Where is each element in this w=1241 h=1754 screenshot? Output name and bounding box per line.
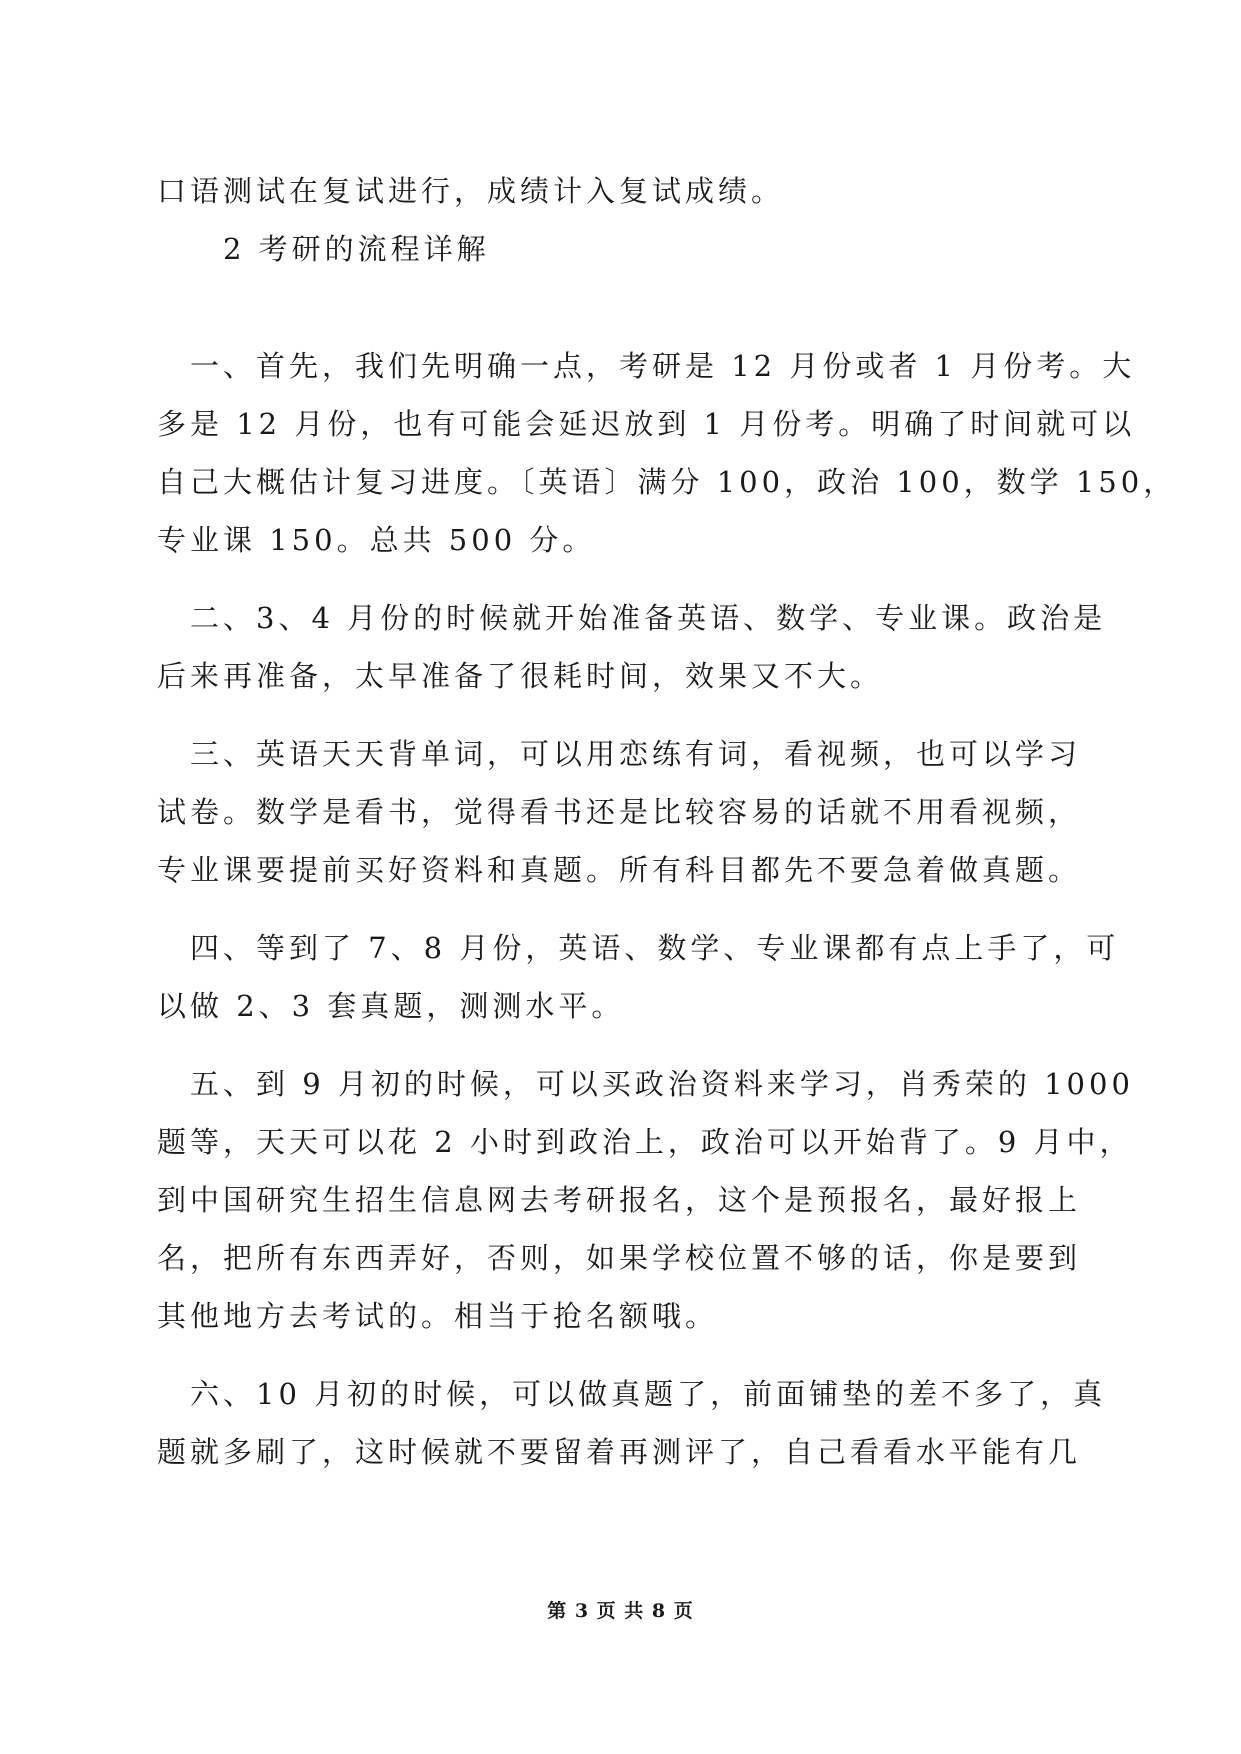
text-line: 多是 12 月份，也有可能会延迟放到 1 月份考。明确了时间就可以 [157,407,1136,441]
text-line: 其他地方去考试的。相当于抢名额哦。 [157,1299,719,1333]
section-heading: 2 考研的流程详解 [157,232,490,266]
text-line: 口语测试在复试进行，成绩计入复试成绩。 [157,174,785,208]
text-line: 五、到 9 月初的时候，可以买政治资料来学习，肖秀荣的 1000 [157,1067,1134,1101]
text-line: 专业课要提前买好资料和真题。所有科目都先不要急着做真题。 [157,853,1082,887]
text-line: 题等，天天可以花 2 小时到政治上，政治可以开始背了。9 月中， [157,1125,1133,1159]
text-line: 题就多刷了，这时候就不要留着再测评了，自己看看水平能有几 [157,1435,1082,1469]
page-number-footer: 第 3 页 共 8 页 [547,1600,694,1622]
text-line: 到中国研究生招生信息网去考研报名，这个是预报名，最好报上 [157,1183,1082,1217]
text-line: 名，把所有东西弄好，否则，如果学校位置不够的话，你是要到 [157,1241,1082,1275]
text-line: 六、10 月初的时候，可以做真题了，前面铺垫的差不多了，真 [157,1377,1107,1411]
text-line: 三、英语天天背单词，可以用恋练有词，看视频，也可以学习 [157,737,1082,771]
text-line: 后来再准备，太早准备了很耗时间，效果又不大。 [157,659,884,693]
text-line: 以做 2、3 套真题，测测水平。 [157,989,625,1023]
text-line: 试卷。数学是看书，觉得看书还是比较容易的话就不用看视频， [157,795,1082,829]
text-line: 专业课 150。总共 500 分。 [157,523,596,557]
text-line: 四、等到了 7、8 月份，英语、数学、专业课都有点上手了，可 [157,931,1120,965]
text-line: 一、首先，我们先明确一点，考研是 12 月份或者 1 月份考。大 [157,349,1136,383]
text-line: 二、3、4 月份的时候就开始准备英语、数学、专业课。政治是 [157,601,1107,635]
text-line: 自己大概估计复习进度。〔英语〕满分 100，政治 100，数学 150， [157,465,1177,499]
